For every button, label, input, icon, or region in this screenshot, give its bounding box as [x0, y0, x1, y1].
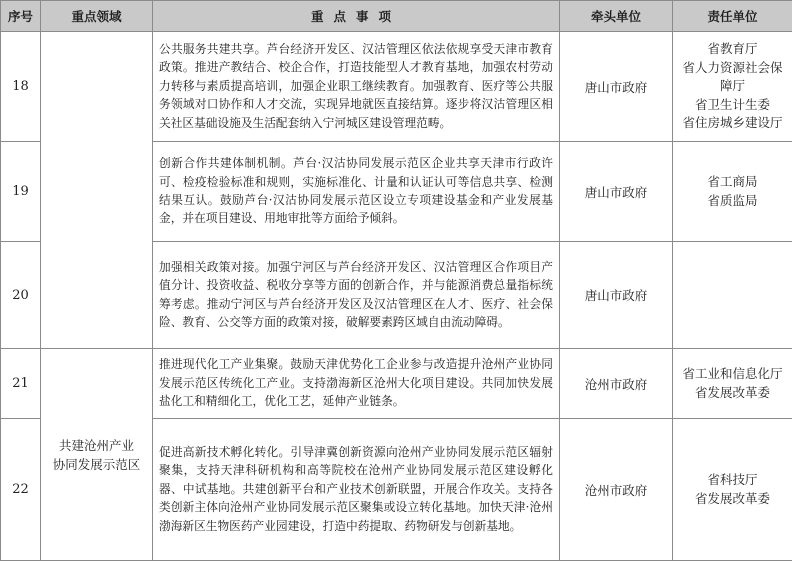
resp-unit: 省发展改革委 [677, 384, 788, 403]
table-row [1, 32, 792, 142]
area-cell-empty [41, 32, 153, 349]
resp-unit: 省住房城乡建设厅 [677, 114, 788, 133]
row-item: 加强相关政策对接。加强宁河区与芦台经济开发区、汉沽管理区合作项目产值分计、投资收益、税收分享等方面的创新合作，并与能源消费总量指标统筹考虑。推动宁河区与芦台经济开发区及汉沽管理区在人才、医疗、社会保险、教育、公交等方面的政策对接，破解要素跨区域自由流动障碍。 [153, 242, 560, 349]
table-row [1, 349, 792, 419]
resp-unit: 省科技厅 [677, 471, 788, 490]
row-lead-unit: 沧州市政府 [560, 419, 673, 561]
row-number: 21 [1, 349, 41, 419]
resp-unit: 省工商局 [677, 173, 788, 192]
row-resp-units [673, 142, 792, 242]
table-header-row [1, 1, 792, 32]
resp-unit: 省工业和信息化厅 [677, 365, 788, 384]
row-item: 推进现代化工产业集聚。鼓励天津优势化工企业参与改造提升沧州产业协同发展示范区传统化工产业。支持渤海新区沧州大化项目建设。共同加快发展盐化工和精细化工，优化工艺，延伸产业链条。 [153, 349, 560, 419]
row-item: 公共服务共建共享。芦台经济开发区、汉沽管理区依法依规享受天津市教育政策。推进产教结合、校企合作，打造技能型人才教育基地，加强农村劳动力转移与素质提高培训，加强企业职工继续教育。加强教育、医疗等公共服务领域对口协作和人才交流，实现异地就医直接结算。逐步将汉沽管理区相关社区基础设施及生活配套纳入宁河城区建设管理范畴。 [153, 32, 560, 142]
area-cell-cangzhou [41, 349, 153, 561]
resp-unit: 省发展改革委 [677, 490, 788, 509]
row-lead-unit: 唐山市政府 [560, 142, 673, 242]
row-lead-unit: 沧州市政府 [560, 349, 673, 419]
header-lead: 牵头单位 [560, 1, 673, 32]
header-no: 序号 [1, 1, 41, 32]
resp-unit: 省人力资源社会保障厅 [677, 59, 788, 96]
area-line: 共建沧州产业 [47, 436, 146, 455]
resp-unit: 省质监局 [677, 192, 788, 211]
row-lead-unit: 唐山市政府 [560, 242, 673, 349]
row-number: 20 [1, 242, 41, 349]
header-item: 重点事项 [153, 1, 560, 32]
row-resp-units [673, 242, 792, 349]
row-resp-units [673, 349, 792, 419]
row-number: 22 [1, 419, 41, 561]
row-resp-units [673, 419, 792, 561]
row-lead-unit: 唐山市政府 [560, 32, 673, 142]
header-area: 重点领域 [41, 1, 153, 32]
resp-unit: 省教育厅 [677, 40, 788, 59]
row-resp-units [673, 32, 792, 142]
row-item: 创新合作共建体制机制。芦台·汉沽协同发展示范区企业共享天津市行政许可、检疫检验标准和规则，实施标准化、计量和认证认可等信息共享、检测结果互认。鼓励芦台·汉沽协同发展示范区设立专项建设基金和产业发展基金，并在项目建设、用地审批等方面给予倾斜。 [153, 142, 560, 242]
header-resp: 责任单位 [673, 1, 792, 32]
area-line: 协同发展示范区 [47, 455, 146, 474]
row-number: 19 [1, 142, 41, 242]
row-item: 促进高新技术孵化转化。引导津冀创新资源向沧州产业协同发展示范区辐射聚集，支持天津科研机构和高等院校在沧州产业协同发展示范区建设孵化器、中试基地。共建创新平台和产业技术创新联盟，开展合作攻关。支持各类创新主体向沧州产业协同发展示范区聚集或设立转化基地。加快天津·沧州渤海新区生物医药产业园建设，打造中药提取、药物研发与创新基地。 [153, 419, 560, 561]
resp-unit: 省卫生计生委 [677, 96, 788, 115]
row-number: 18 [1, 32, 41, 142]
